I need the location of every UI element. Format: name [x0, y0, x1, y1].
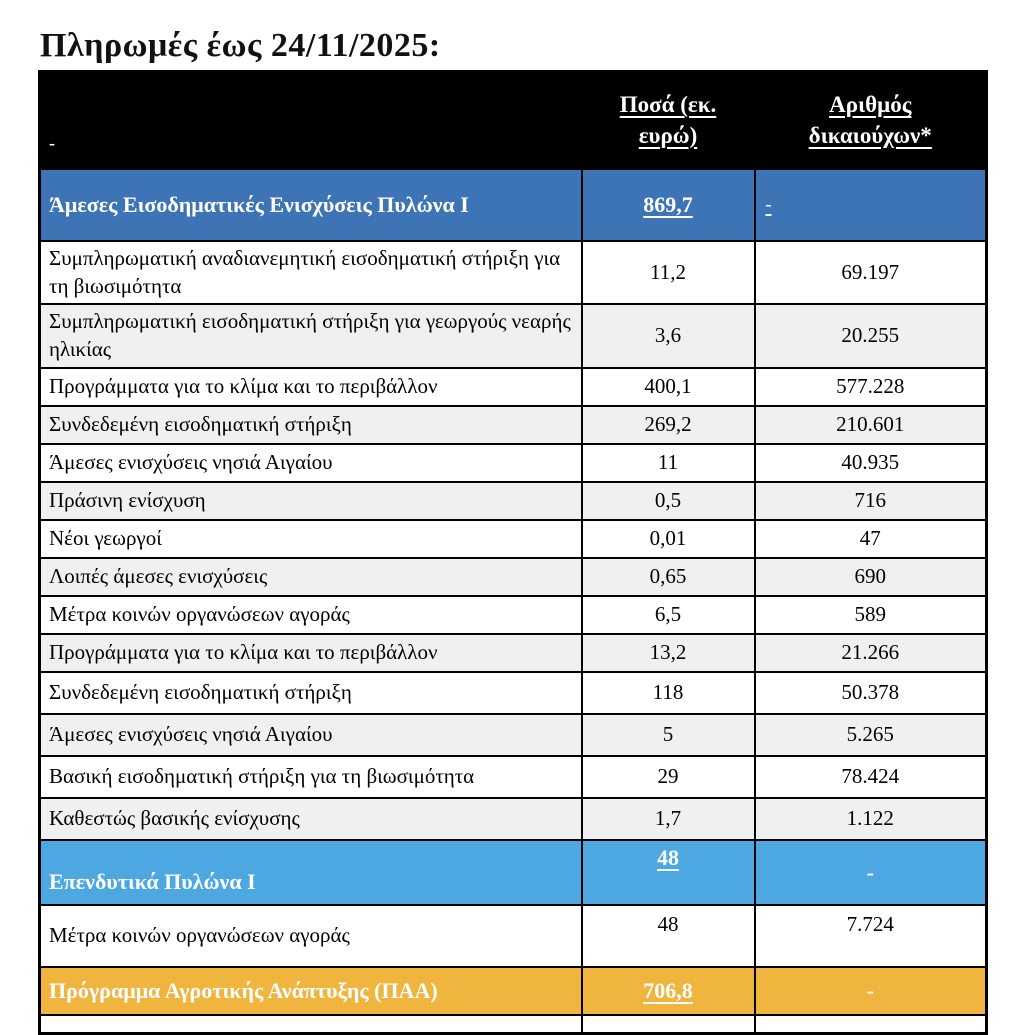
row-beneficiaries [755, 169, 987, 241]
table-row [40, 798, 987, 840]
row-beneficiaries: 210.601 [755, 406, 987, 444]
row-amount: 118 [582, 672, 755, 714]
row-amount: 0,01 [582, 520, 755, 558]
row-amount: 29 [582, 756, 755, 798]
row-label: Καθεστώς βασικής ενίσχυσης [40, 798, 582, 840]
row-label: Μέτρα κοινών οργανώσεων αγοράς [40, 596, 582, 634]
row-amount: 400,1 [582, 368, 755, 406]
row-label: Άμεσες ενισχύσεις νησιά Αιγαίου [40, 444, 582, 482]
row-beneficiaries: 50.378 [755, 672, 987, 714]
row-amount: 5 [582, 714, 755, 756]
row-beneficiaries: 1.122 [755, 798, 987, 840]
column-header-2 [582, 72, 755, 170]
column-header-label: Αριθμός δικαιούχων* [808, 92, 932, 148]
section-row-dark-blue [40, 169, 987, 241]
row-amount: 3,6 [582, 304, 755, 367]
column-header-1 [40, 72, 582, 170]
row-beneficiaries: 690 [755, 558, 987, 596]
table-row [40, 905, 987, 967]
row-beneficiaries: 78.424 [755, 756, 987, 798]
row-label: Προγράμματα για το κλίμα και το περιβάλλον [40, 368, 582, 406]
row-beneficiaries: 7.724 [755, 905, 987, 967]
row-beneficiaries: 589 [755, 596, 987, 634]
section-amount-value: 706,8 [643, 978, 693, 1004]
table-row [40, 482, 987, 520]
row-beneficiaries: 20.255 [755, 304, 987, 367]
row-beneficiaries: 47 [755, 520, 987, 558]
row-beneficiaries [755, 840, 987, 905]
column-header-label: - [49, 133, 55, 154]
cut-off-row [40, 1015, 987, 1034]
row-amount: 11 [582, 444, 755, 482]
row-label: Λοιπές άμεσες ενισχύσεις [40, 558, 582, 596]
row-label: Προγράμματα για το κλίμα και το περιβάλλον [40, 634, 582, 672]
table-row [40, 241, 987, 304]
row-beneficiaries: 21.266 [755, 634, 987, 672]
row-amount: 11,2 [582, 241, 755, 304]
section-row-light-blue [40, 840, 987, 905]
table-row [40, 520, 987, 558]
table-row [40, 406, 987, 444]
table-row [40, 634, 987, 672]
payments-table [38, 70, 988, 1035]
row-label: Επενδυτικά Πυλώνα Ι [40, 840, 582, 905]
table-row [40, 304, 987, 367]
row-beneficiaries [755, 967, 987, 1015]
empty-cell [582, 1015, 755, 1034]
row-label: Άμεσες Εισοδηματικές Ενισχύσεις Πυλώνα Ι [40, 169, 582, 241]
section-beneficiaries-value: - [765, 194, 772, 215]
row-label: Βασική εισοδηματική στήριξη για τη βιωσιμότητα [40, 756, 582, 798]
empty-cell [755, 1015, 987, 1034]
section-amount-value: 48 [657, 844, 679, 870]
table-row [40, 444, 987, 482]
row-label: Συνδεδεμένη εισοδηματική στήριξη [40, 406, 582, 444]
row-amount [582, 967, 755, 1015]
row-label: Πράσινη ενίσχυση [40, 482, 582, 520]
table-body [40, 169, 987, 1033]
row-amount: 269,2 [582, 406, 755, 444]
column-header-3 [755, 72, 987, 170]
column-header-label: Ποσά (εκ. ευρώ) [619, 92, 717, 148]
row-label: Νέοι γεωργοί [40, 520, 582, 558]
row-label: Πρόγραμμα Αγροτικής Ανάπτυξης (ΠΑΑ) [40, 967, 582, 1015]
section-beneficiaries-value: - [866, 859, 874, 885]
table-row [40, 714, 987, 756]
row-beneficiaries: 716 [755, 482, 987, 520]
row-label: Συμπληρωματική αναδιανεμητική εισοδηματική στήριξη για τη βιωσιμότητα [40, 241, 582, 304]
row-amount [582, 169, 755, 241]
row-label: Συνδεδεμένη εισοδηματική στήριξη [40, 672, 582, 714]
row-amount: 1,7 [582, 798, 755, 840]
table-header [40, 72, 987, 170]
table-row [40, 368, 987, 406]
row-label: Άμεσες ενισχύσεις νησιά Αιγαίου [40, 714, 582, 756]
row-beneficiaries: 577.228 [755, 368, 987, 406]
row-amount: 0,5 [582, 482, 755, 520]
row-beneficiaries: 40.935 [755, 444, 987, 482]
empty-cell [40, 1015, 582, 1034]
table-row [40, 672, 987, 714]
section-amount-value: 869,7 [643, 192, 693, 218]
row-amount: 48 [582, 905, 755, 967]
row-amount: 13,2 [582, 634, 755, 672]
row-label: Μέτρα κοινών οργανώσεων αγοράς [40, 905, 582, 967]
header-row [40, 72, 987, 170]
table-row [40, 596, 987, 634]
section-row-orange [40, 967, 987, 1015]
row-beneficiaries: 5.265 [755, 714, 987, 756]
page-title: Πληρωμές έως 24/11/2025: [40, 26, 441, 64]
row-label: Συμπληρωματική εισοδηματική στήριξη για γεωργούς νεαρής ηλικίας [40, 304, 582, 367]
section-beneficiaries-value: - [866, 978, 874, 1004]
row-amount: 0,65 [582, 558, 755, 596]
table-row [40, 756, 987, 798]
row-beneficiaries: 69.197 [755, 241, 987, 304]
table-row [40, 558, 987, 596]
row-amount: 6,5 [582, 596, 755, 634]
row-amount [582, 840, 755, 905]
